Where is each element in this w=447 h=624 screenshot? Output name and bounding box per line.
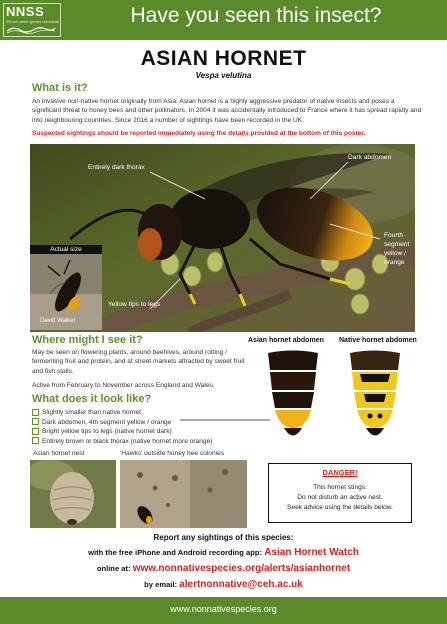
report-heading: Report any sightings of this species:: [153, 533, 294, 542]
inset-label: Actual size: [50, 246, 82, 253]
nest-label: Asian hornet nest: [33, 450, 85, 457]
native-abdomen-label: Native hornet abdomen: [339, 337, 417, 344]
report-url-link[interactable]: www.nonnativespecies.org/alerts/asianhornet: [132, 563, 351, 574]
danger-line: This hornet stings.: [313, 484, 367, 491]
label-fourth-segment: Fourth segment yellow / orange: [384, 232, 410, 266]
hawks-label: 'Hawks' outside honey bee colonies: [120, 450, 225, 457]
app-name: Asian Hornet Watch: [264, 547, 359, 558]
scientific-name: Vespa velutina: [195, 71, 252, 80]
checkbox-icon: [32, 418, 39, 425]
label-abdomen: Dark abdomen: [348, 154, 392, 161]
list-item: Bright yellow tips to legs (native hornet dark): [32, 427, 272, 437]
native-abdomen-icon: [350, 351, 400, 436]
list-item: Dark abdomen, 4th segment yellow / orange: [32, 418, 272, 428]
abdomen-diagram: [180, 348, 415, 448]
look-heading: What does it look like?: [32, 393, 152, 405]
logo-subtitle: GB non-native species secretariat: [6, 20, 59, 24]
label-thorax: Entirely dark thorax: [88, 164, 145, 171]
active-text: Active from February to November across England and Wales.: [32, 382, 215, 389]
danger-line: Do not disturb an active nest.: [297, 494, 383, 501]
danger-title: DANGER!: [322, 468, 358, 477]
hawks-photo: [120, 460, 247, 528]
report-app-line: with the free iPhone and Android recording app: Asian Hornet Watch: [88, 547, 359, 558]
danger-line: Seek advice using the details below.: [287, 504, 393, 511]
photo-credit: David Walker: [40, 318, 76, 324]
footer-url-link[interactable]: www.nonnativespecies.org: [170, 604, 277, 614]
list-item: Slightly smaller than native hornet: [32, 408, 272, 418]
checkbox-icon: [32, 437, 39, 444]
logo-text: NNSS: [6, 4, 45, 19]
list-item: Entirely brown or black thorax (native hornet more orange): [32, 437, 272, 447]
report-email-link[interactable]: alertnonnative@ceh.ac.uk: [179, 579, 303, 590]
report-email-line: by email: alertnonnative@ceh.ac.uk: [144, 579, 303, 590]
where-heading: Where might I see it?: [32, 334, 143, 346]
nest-photo: [30, 460, 116, 528]
what-text: An invasive non-native hornet originally from Asia. Asian hornet is a highly aggressive predator of native insects and poses a significant threat to honey bees and other pollinators. In 2004 it was accidentally introduced to France where it has spread rapidly and into neighbouring countries. Since 2016 a number of sightings have been recorded in the UK.: [32, 98, 422, 124]
label-legs: Yellow tips to legs: [108, 301, 161, 308]
logo-wave-icon: [6, 25, 56, 35]
warning-text: Suspected sightings should be reported immediately using the details provided at the bottom of this poster.: [32, 130, 366, 137]
asian-abdomen-icon: [268, 351, 318, 436]
asian-abdomen-label: Asian hornet abdomen: [248, 337, 324, 344]
header-title: Have you seen this insect?: [130, 4, 382, 27]
report-online-line: online at: www.nonnativespecies.org/alerts/asianhornet: [96, 563, 351, 574]
page-title: ASIAN HORNET: [140, 47, 307, 70]
where-text: May be seen on flowering plants, around beehives, around rotting / fermenting fruit and protein, and at street markets attracted by sweet fruit and fish stalls.: [32, 349, 245, 375]
what-heading: What is it?: [32, 82, 88, 94]
checkbox-icon: [32, 428, 39, 435]
checkbox-icon: [32, 409, 39, 416]
